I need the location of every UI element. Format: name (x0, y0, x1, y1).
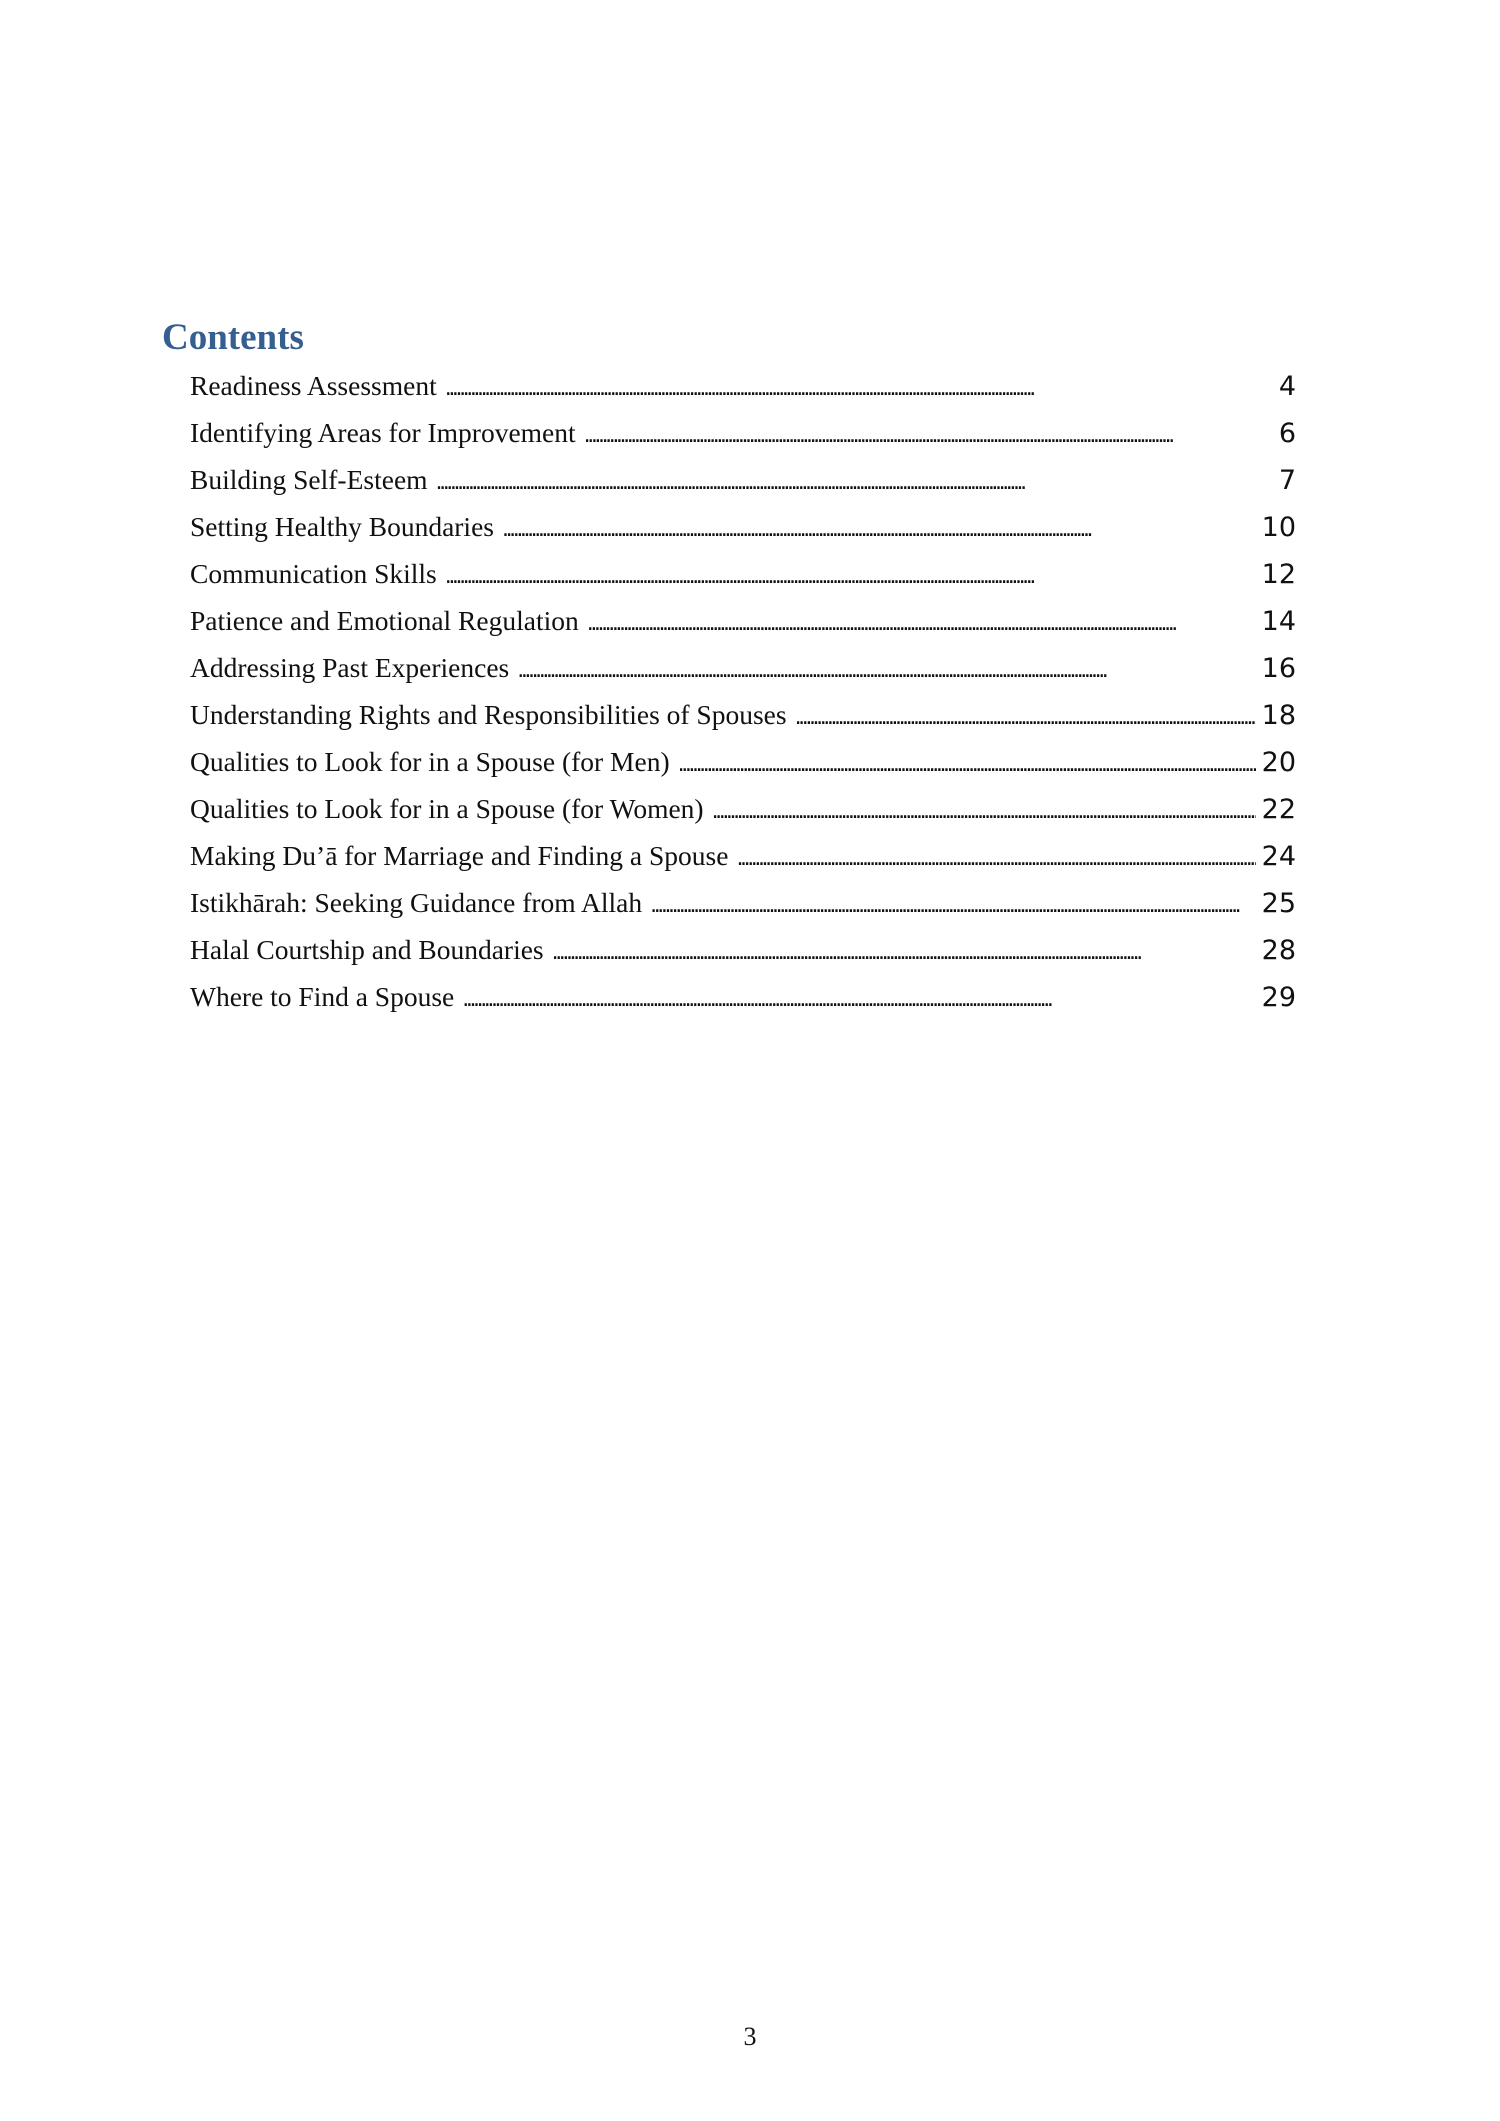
toc-entry-building-self-esteem[interactable] (190, 456, 1296, 503)
toc-dot-leader (462, 976, 1255, 1023)
toc-entry-title: Communication Skills (190, 558, 437, 589)
toc-entry-healthy-boundaries[interactable] (190, 503, 1296, 550)
toc-entry-where-to-find[interactable] (190, 973, 1296, 1020)
toc-entry-readiness-assessment[interactable] (190, 362, 1296, 409)
toc-entry-communication-skills[interactable] (190, 550, 1296, 597)
toc-entry-title: Addressing Past Experiences (190, 652, 510, 683)
toc-entry-page: 7 (1278, 465, 1296, 496)
toc-dot-leader (552, 929, 1256, 976)
toc-entry-page: 12 (1261, 559, 1296, 590)
toc-dot-leader (712, 788, 1256, 835)
toc-entry-page: 18 (1261, 700, 1296, 731)
toc-entry-page: 16 (1261, 653, 1296, 684)
toc-entry-page: 28 (1261, 935, 1296, 966)
toc-entry-title: Qualities to Look for in a Spouse (for Men) (190, 746, 670, 777)
toc-dot-leader (436, 459, 1272, 506)
toc-entry-title: Where to Find a Spouse (190, 981, 455, 1012)
table-of-contents (190, 362, 1296, 1020)
toc-entry-page: 22 (1261, 794, 1296, 825)
toc-entry-patience-emotional-regulation[interactable] (190, 597, 1296, 644)
toc-entry-title: Istikhārah: Seeking Guidance from Allah (190, 887, 643, 918)
toc-entry-halal-courtship[interactable] (190, 926, 1296, 973)
toc-dot-leader (795, 694, 1256, 741)
toc-dot-leader (517, 647, 1255, 694)
toc-entry-rights-responsibilities[interactable] (190, 691, 1296, 738)
toc-entry-title: Halal Courtship and Boundaries (190, 934, 544, 965)
toc-entry-qualities-men[interactable] (190, 738, 1296, 785)
toc-entry-page: 24 (1261, 841, 1296, 872)
toc-entry-title: Qualities to Look for in a Spouse (for Women) (190, 793, 704, 824)
contents-heading: Contents (162, 317, 304, 358)
toc-entry-making-dua[interactable] (190, 832, 1296, 879)
toc-dot-leader (587, 600, 1256, 647)
toc-dot-leader (584, 412, 1272, 459)
toc-entry-title: Understanding Rights and Responsibilities of Spouses (190, 699, 787, 730)
toc-entry-page: 20 (1261, 747, 1296, 778)
toc-entry-identifying-areas[interactable] (190, 409, 1296, 456)
toc-entry-page: 14 (1261, 606, 1296, 637)
toc-entry-title: Patience and Emotional Regulation (190, 605, 579, 636)
toc-entry-page: 6 (1278, 418, 1296, 449)
toc-entry-page: 29 (1261, 982, 1296, 1013)
page-number: 3 (743, 2022, 757, 2051)
toc-entry-title: Readiness Assessment (190, 370, 437, 401)
toc-entry-page: 10 (1261, 512, 1296, 543)
toc-dot-leader (736, 835, 1255, 882)
toc-entry-title: Making Du’ā for Marriage and Finding a Spouse (190, 840, 729, 871)
toc-dot-leader (678, 741, 1256, 788)
toc-dot-leader (502, 506, 1256, 553)
toc-entry-qualities-women[interactable] (190, 785, 1296, 832)
toc-dot-leader (445, 365, 1272, 412)
toc-dot-leader (445, 553, 1256, 600)
toc-entry-title: Identifying Areas for Improvement (190, 417, 576, 448)
toc-entry-page: 4 (1278, 371, 1296, 402)
toc-entry-past-experiences[interactable] (190, 644, 1296, 691)
toc-dot-leader (650, 882, 1256, 929)
toc-entry-page: 25 (1261, 888, 1296, 919)
toc-entry-title: Building Self-Esteem (190, 464, 428, 495)
toc-entry-title: Setting Healthy Boundaries (190, 511, 494, 542)
toc-entry-istikharah[interactable] (190, 879, 1296, 926)
